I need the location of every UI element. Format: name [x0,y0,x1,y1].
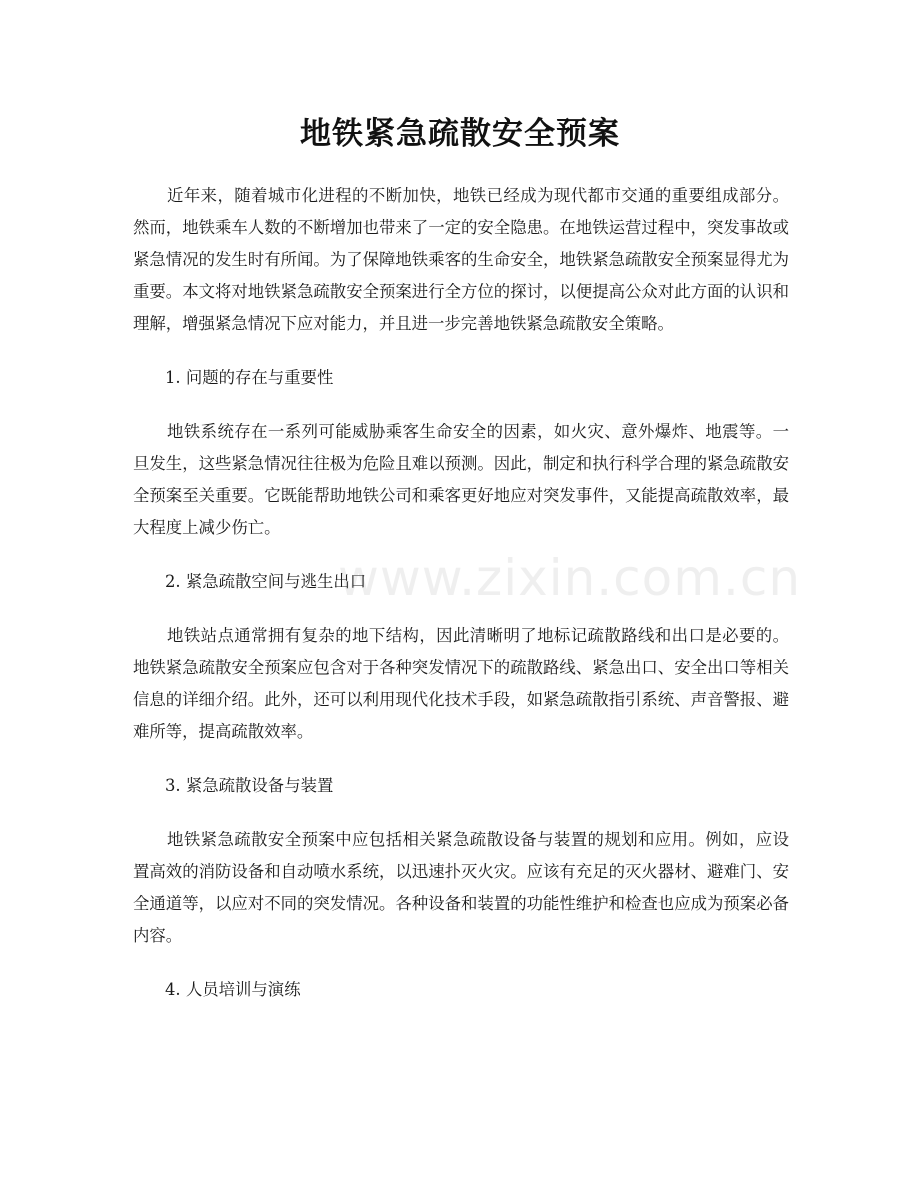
document-body [133,180,789,1028]
intro-paragraph: 近年来，随着城市化进程的不断加快，地铁已经成为现代都市交通的重要组成部分。然而，地铁乘车人数的不断增加也带来了一定的安全隐患。在地铁运营过程中，突发事故或紧急情况的发生时有所闻。为了保障地铁乘客的生命安全，地铁紧急疏散安全预案显得尤为重要。本文将对地铁紧急疏散安全预案进行全方位的探讨，以便提高公众对此方面的认识和理解，增强紧急情况下应对能力，并且进一步完善地铁紧急疏散安全策略。 [133,186,789,333]
document-title: 地铁紧急疏散安全预案 [300,116,620,152]
section-heading-4: 4. 人员培训与演练 [165,980,301,999]
section-body-2: 地铁站点通常拥有复杂的地下结构，因此清晰明了地标记疏散路线和出口是必要的。地铁紧急疏散安全预案应包含对于各种突发情况下的疏散路线、紧急出口、安全出口等相关信息的详细介绍。此外，还可以利用现代化技术手段，如紧急疏散指引系统、声音警报、避难所等，提高疏散效率。 [133,626,789,741]
section-heading-3: 3. 紧急疏散设备与装置 [165,776,334,795]
section-body-1: 地铁系统存在一系列可能威胁乘客生命安全的因素，如火灾、意外爆炸、地震等。一旦发生，这些紧急情况往往极为危险且难以预测。因此，制定和执行科学合理的紧急疏散安全预案至关重要。它既能帮助地铁公司和乘客更好地应对突发事件，又能提高疏散效率，最大程度上减少伤亡。 [133,422,789,537]
section-body-3: 地铁紧急疏散安全预案中应包括相关紧急疏散设备与装置的规划和应用。例如，应设置高效的消防设备和自动喷水系统，以迅速扑灭火灾。应该有充足的灭火器材、避难门、安全通道等，以应对不同的突发情况。各种设备和装置的功能性维护和检查也应成为预案必备内容。 [133,830,789,945]
section-heading-1: 1. 问题的存在与重要性 [165,368,334,387]
watermark: www.zixin.com.cn [338,549,802,607]
section-heading-2: 2. 紧急疏散空间与逃生出口 [165,572,367,591]
